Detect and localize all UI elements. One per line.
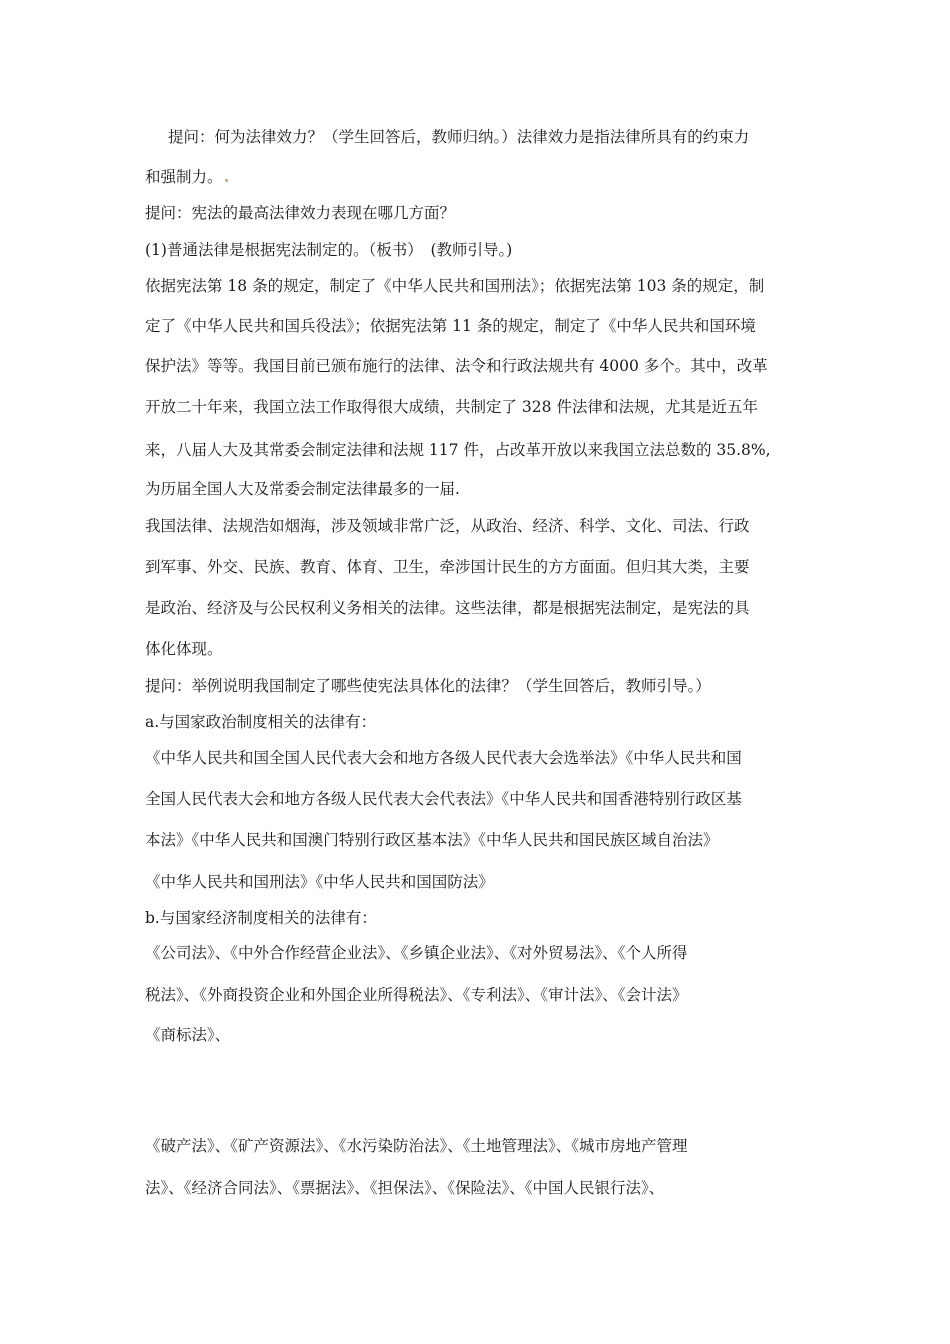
paragraph-line: 提问：举例说明我国制定了哪些使宪法具体化的法律？（学生回答后，教师引导。） [145, 677, 711, 695]
paragraph-line: 到军事、外交、民族、教育、体育、卫生，牵涉国计民生的方方面面。但归其大类，主要 [145, 558, 750, 576]
paragraph-line: 《破产法》、《矿产资源法》、《水污染防治法》、《土地管理法》、《城市房地产管理 [145, 1137, 688, 1155]
paragraph-line: 税法》、《外商投资企业和外国企业所得税法》、《专利法》、《审计法》、《会计法》 [145, 986, 688, 1004]
paragraph-line: 本法》《中华人民共和国澳门特别行政区基本法》《中华人民共和国民族区域自治法》 [145, 831, 719, 849]
paragraph-line: 《商标法》、 [145, 1026, 231, 1044]
paragraph-line: 依据宪法第 18 条的规定，制定了《中华人民共和国刑法》；依据宪法第 103 条的规定，制 [145, 277, 765, 295]
paragraph-line: b.与国家经济制度相关的法律有： [145, 909, 377, 927]
line-text: 和强制力。 [145, 168, 223, 186]
paragraph-line: 《公司法》、《中外合作经营企业法》、《乡镇企业法》、《对外贸易法》、《个人所得 [145, 944, 688, 962]
paragraph-line: 保护法》等等。我国目前已颁布施行的法律、法令和行政法规共有 4000 多个。其中，改革 [145, 357, 768, 375]
paragraph-line: 提问：何为法律效力？（学生回答后，教师归纳。）法律效力是指法律所具有的约束力 [168, 128, 750, 146]
paragraph-line: 《中华人民共和国刑法》《中华人民共和国国防法》 [145, 873, 494, 891]
paragraph-line: 来，八届人大及其常委会制定法律和法规 117 件，占改革开放以来我国立法总数的 35.8%, [145, 441, 771, 459]
paragraph-line: 定了《中华人民共和国兵役法》；依据宪法第 11 条的规定，制定了《中华人民共和国环境 [145, 317, 756, 335]
paragraph-line: 法》、《经济合同法》、《票据法》、《担保法》、《保险法》、《中国人民银行法》、 [145, 1179, 665, 1197]
paragraph-line: 《中华人民共和国全国人民代表大会和地方各级人民代表大会选举法》《中华人民共和国 [145, 749, 742, 767]
paragraph-line: (1)普通法律是根据宪法制定的。（板书） (教师引导。) [145, 241, 513, 259]
paragraph-line: 开放二十年来，我国立法工作取得很大成绩，共制定了 328 件法律和法规，尤其是近五年 [145, 398, 758, 416]
paragraph-line: 我国法律、法规浩如烟海，涉及领域非常广泛，从政治、经济、科学、文化、司法、行政 [145, 517, 750, 535]
dot-mark [225, 179, 228, 182]
paragraph-line: a.与国家政治制度相关的法律有： [145, 713, 377, 731]
paragraph-line: 为历届全国人大及常委会制定法律最多的一届. [145, 480, 460, 498]
paragraph-line: 全国人民代表大会和地方各级人民代表大会代表法》《中华人民共和国香港特别行政区基 [145, 790, 742, 808]
paragraph-line: 提问：宪法的最高法律效力表现在哪几方面？ [145, 204, 456, 222]
paragraph-line: 体化体现。 [145, 640, 223, 658]
paragraph-line: 是政治、经济及与公民权利义务相关的法律。这些法律，都是根据宪法制定，是宪法的具 [145, 599, 750, 617]
paragraph-line [145, 167, 815, 187]
